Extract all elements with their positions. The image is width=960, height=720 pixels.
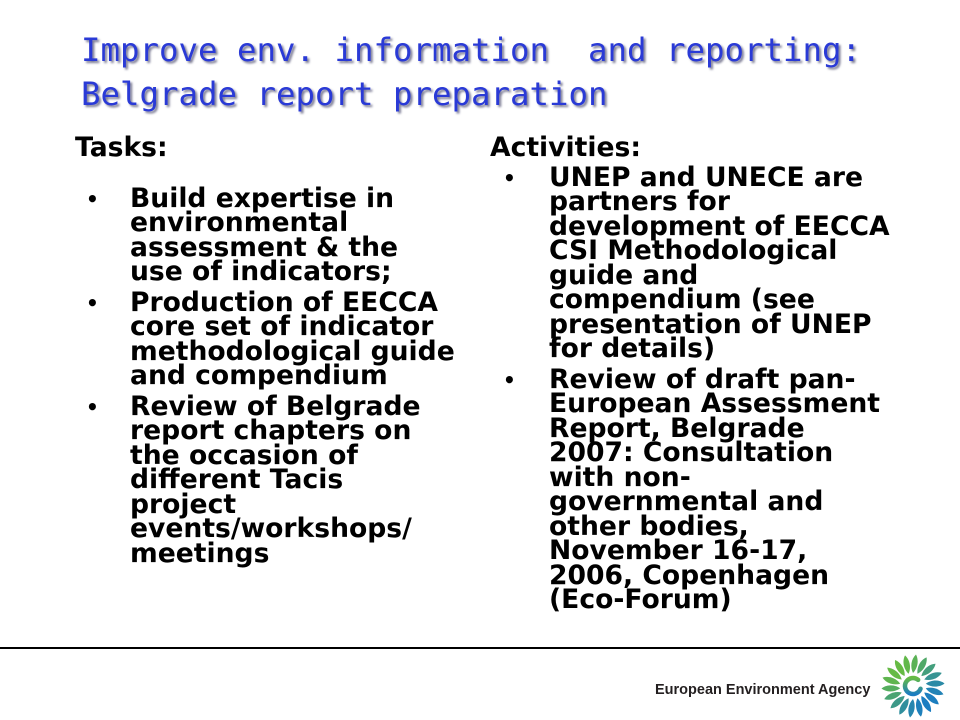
activity-item [490,363,910,615]
bullet-icon: • [86,394,99,419]
task-line: different Tacis [130,464,344,495]
activity-line: presentation of UNEP [549,308,872,340]
footer-divider [0,647,960,649]
tasks-heading: Tasks: [75,131,168,163]
task-line: Production of EECCA [130,286,438,318]
tasks-list [75,182,475,569]
activity-line: guide and [549,259,699,291]
task-line: events/workshops/ [130,513,412,544]
logo-sunburst [881,655,945,718]
logo-petal [926,679,945,688]
agency-name: European Environment Agency [655,682,871,698]
activity-line: November 16-17, [549,535,808,566]
activity-line: for details) [549,333,716,364]
slide-title-line-1: Improve env. information and reporting: [81,31,862,69]
slide-title-line-2: Belgrade report preparation [81,74,608,113]
activity-item [490,161,910,364]
bullet-icon: • [86,290,99,315]
task-line: project [130,488,237,520]
activity-line: (Eco-Forum) [549,584,732,615]
activity-line: other bodies, [549,510,749,542]
task-line: core set of indicator [130,311,434,342]
task-item [75,390,475,569]
task-line: use of indicators; [130,256,392,287]
activities-column [490,131,910,615]
activity-line: CSI Methodological [549,235,838,266]
activities-list [490,161,910,615]
eea-logo-icon [878,652,948,718]
activity-line: UNEP and UNECE are [549,161,863,193]
slide-title [81,29,861,116]
task-line: and compendium [130,360,388,391]
task-line: meetings [130,537,270,569]
bullet-icon: • [503,367,516,392]
activity-line: compendium (see [549,284,815,315]
logo-petal [911,655,917,674]
activity-line: 2006, Copenhagen [549,559,830,591]
activity-line: development of EECCA [549,210,890,242]
activity-line: European Assessment [549,388,881,419]
logo-petal [908,699,914,718]
activity-line: with non- [549,461,691,493]
bullet-icon: • [86,186,99,211]
activity-line: Report, Belgrade [549,412,805,444]
task-line: assessment & the [130,231,399,263]
task-line: the occasion of [130,439,358,471]
task-line: methodological guide [130,335,455,367]
activity-line: governmental and [549,486,824,517]
bullet-icon: • [503,165,516,190]
logo-petal [881,684,900,693]
activity-line: 2007: Consultation [549,437,834,468]
activity-line: Review of draft pan- [549,363,856,395]
activity-line: partners for [549,186,730,217]
task-line: Build expertise in [130,182,395,214]
activities-heading: Activities: [490,131,641,163]
tasks-column [75,131,475,569]
task-line: Review of Belgrade [130,390,421,422]
task-line: report chapters on [130,415,412,446]
task-line: environmental [130,207,349,238]
task-item [75,182,475,287]
task-item [75,286,475,391]
